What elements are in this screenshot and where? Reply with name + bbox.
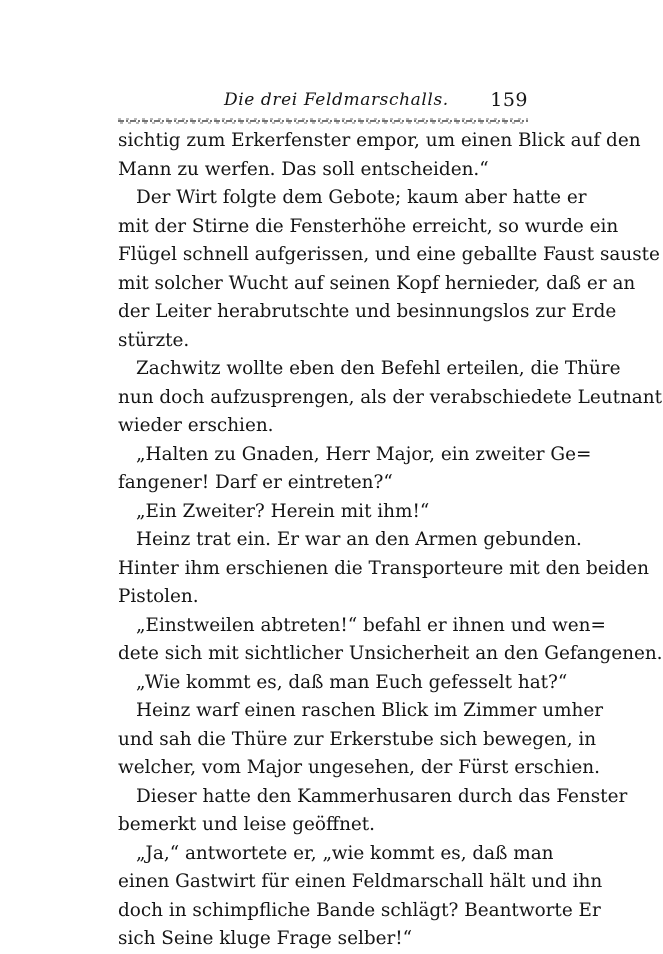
text-line: wieder erschien. — [118, 415, 274, 436]
text-line: Dieser hatte den Kammerhusaren durch das Fenster — [136, 785, 628, 807]
text-line: der Leiter herabrutschte und besinnungslos zur Erde — [118, 301, 617, 322]
text-line: Zachwitz wollte eben den Befehl erteilen, die Thüre — [136, 358, 621, 379]
text-line: Heinz trat ein. Er war an den Armen gebunden. — [136, 529, 582, 550]
page-number: 159 — [490, 89, 528, 111]
text-line: einen Gastwirt für einen Feldmarschall hält und ihn — [118, 871, 603, 892]
text-line: Hinter ihm erschienen die Transporteure mit den beiden — [118, 557, 650, 579]
text-line: Flügel schnell aufgerissen, und eine geballte Faust sauste — [118, 244, 660, 265]
text-line: dete sich mit sichtlicher Unsicherheit an den Gefangenen. — [118, 643, 663, 664]
text-line: Pistolen. — [118, 586, 199, 607]
text-line: stürzte. — [118, 329, 190, 351]
text-line: mit der Stirne die Fensterhöhe erreicht, so wurde ein — [118, 215, 619, 237]
text-line: bemerkt und leise geöffnet. — [118, 814, 376, 835]
text-line: nun doch aufzusprengen, als der verabschiedete Leutnant — [118, 386, 663, 408]
text-line: sichtig zum Erkerfenster empor, um einen Blick auf den — [118, 130, 641, 151]
text-line: doch in schimpfliche Bande schlägt? Beantworte Er — [118, 899, 601, 921]
text-line: mit solcher Wucht auf seinen Kopf hernieder, daß er an — [118, 272, 636, 294]
text-line: „Einstweilen abtreten!“ befahl er ihnen und wen= — [136, 614, 606, 636]
text-line: Heinz warf einen raschen Blick im Zimmer umher — [136, 700, 604, 721]
text-line: Mann zu werfen. Das soll entscheiden.“ — [118, 158, 489, 180]
body-text — [118, 127, 663, 954]
text-line: „Ein Zweiter? Herein mit ihm!“ — [136, 500, 430, 522]
page-header — [118, 86, 528, 114]
text-line: welcher, vom Major ungesehen, der Fürst erschien. — [118, 757, 600, 778]
decorative-rule — [118, 116, 528, 126]
text-line: „Halten zu Gnaden, Herr Major, ein zweiter Ge= — [136, 443, 592, 465]
text-line: sich Seine kluge Frage selber!“ — [118, 928, 413, 949]
text-line: „Ja,“ antwortete er, „wie kommt es, daß man — [136, 842, 554, 864]
running-title: Die drei Feldmarschalls. — [224, 90, 449, 110]
text-line: und sah die Thüre zur Erkerstube sich bewegen, in — [118, 728, 597, 750]
text-line: fangener! Darf er eintreten?“ — [118, 472, 393, 493]
text-line: Der Wirt folgte dem Gebote; kaum aber hatte er — [136, 187, 587, 208]
text-line: „Wie kommt es, daß man Euch gefesselt hat?“ — [136, 671, 568, 693]
